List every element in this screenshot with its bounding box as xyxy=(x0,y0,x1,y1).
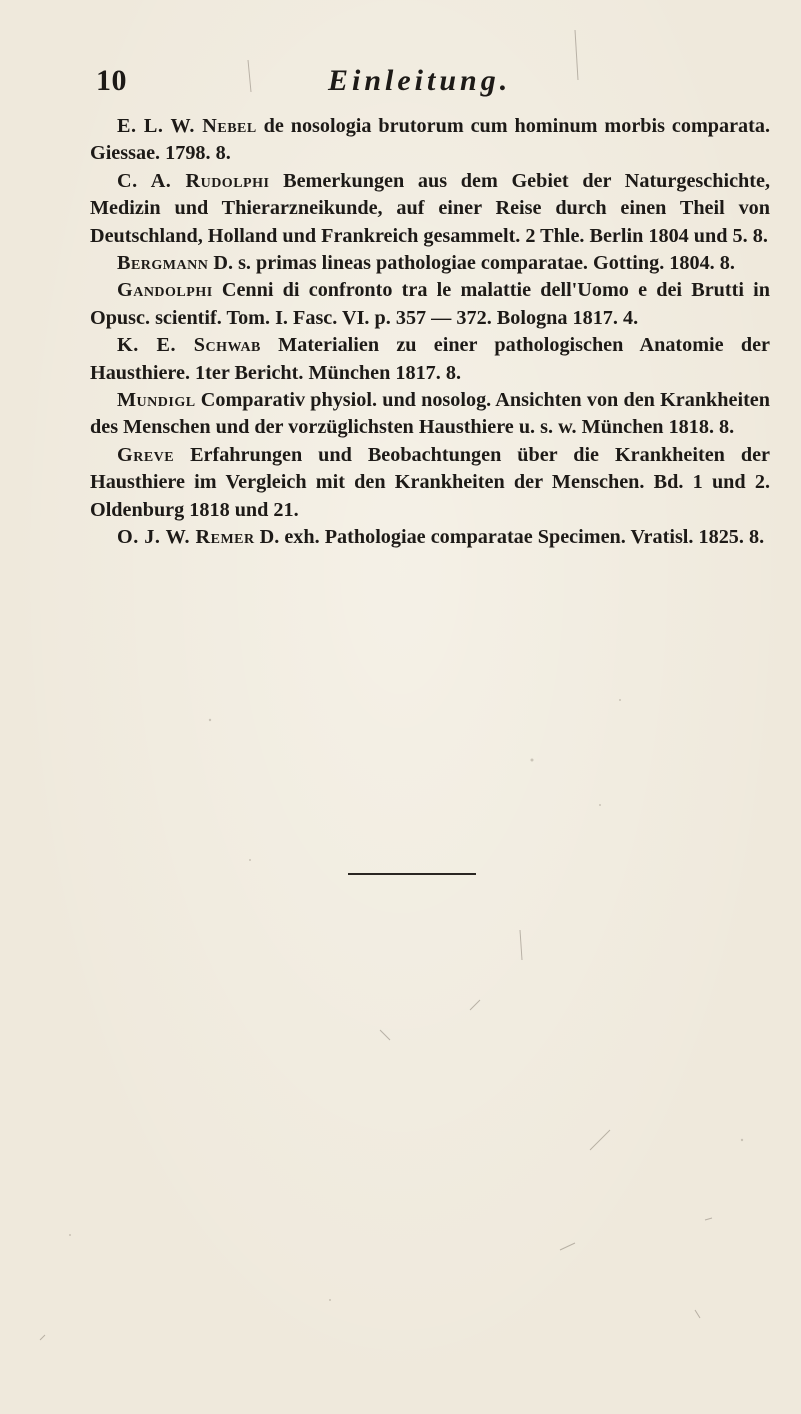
entry-text: D. s. primas lineas pathologiae comparatae. Gotting. 1804. 8. xyxy=(213,252,735,275)
bibliography-entry xyxy=(90,524,770,551)
bibliography-entry xyxy=(90,442,770,524)
entry-text: Erfahrungen und Beobachtungen über die Krankheiten der Hausthiere im Vergleich mit den Krankheiten der Menschen. Bd. 1 und 2. Oldenburg 1818 und 21. xyxy=(90,443,770,521)
section-rule xyxy=(348,873,476,875)
entry-author: C. A. Rudolphi xyxy=(117,169,270,192)
entry-author: K. E. Schwab xyxy=(117,334,261,357)
bibliography-entry xyxy=(90,277,770,332)
page-number: 10 xyxy=(96,64,127,97)
entry-author: Bergmann xyxy=(117,252,209,275)
entry-text: D. exh. Pathologiae comparatae Specimen. Vratisl. 1825. 8. xyxy=(259,526,765,549)
bibliography-entry xyxy=(90,387,770,442)
entry-text: de nosologia brutorum cum hominum morbis comparata. Giessae. 1798. 8. xyxy=(90,115,770,165)
bibliography-entry xyxy=(90,113,770,168)
bibliography-entry xyxy=(90,250,770,277)
entry-author: Greve xyxy=(117,443,175,466)
entry-text: Cenni di confronto tra le malattie dell'Uomo e dei Brutti in Opusc. scientif. Tom. I. Fasc. VI. p. 357 — 372. Bologna 1817. 4. xyxy=(90,279,771,329)
bibliography-entry xyxy=(90,168,770,250)
entry-text: Materialien zu einer pathologischen Anatomie der Hausthiere. 1ter Bericht. München 1817. 8. xyxy=(90,334,771,384)
bibliography-list xyxy=(90,113,770,552)
bibliography-entry xyxy=(90,332,770,387)
entry-text: Comparativ physiol. und nosolog. Ansichten von den Krankheiten des Menschen und der vorzüglichsten Hausthiere u. s. w. München 1818. 8. xyxy=(90,389,770,439)
running-title: Einleitung. xyxy=(328,64,512,97)
entry-author: O. J. W. Remer xyxy=(117,526,255,549)
page-header xyxy=(96,64,736,104)
entry-author: E. L. W. Nebel xyxy=(117,115,257,137)
entry-text: Bemerkungen aus dem Gebiet der Naturgeschichte, Medizin und Thierarzneikunde, auf einer Reise durch einen Theil von Deutschland, Holland und Frankreich gesammelt. 2 Thle. Berlin 1804 und 5. 8. xyxy=(90,169,770,247)
entry-author: Mundigl xyxy=(117,389,196,412)
entry-author: Gandolphi xyxy=(117,279,213,302)
